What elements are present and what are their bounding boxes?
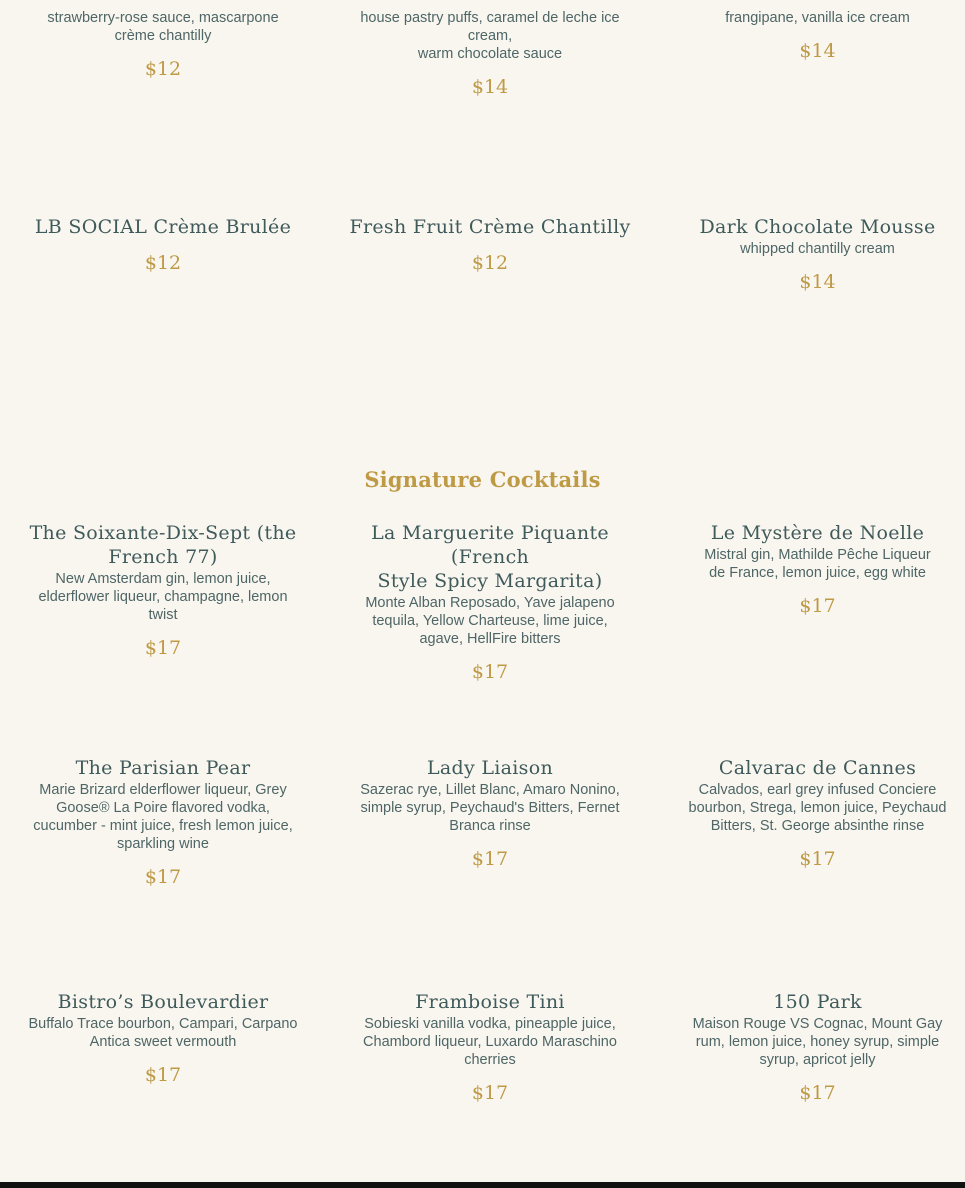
footer-bar xyxy=(0,1182,965,1188)
dessert-item xyxy=(670,8,965,63)
cocktail-item xyxy=(340,756,640,871)
cocktail-item xyxy=(18,990,308,1087)
dessert-price: $12 xyxy=(471,252,509,274)
cocktail-price: $17 xyxy=(471,848,509,870)
cocktail-price: $17 xyxy=(144,637,182,659)
section-title: Signature Cocktails xyxy=(364,467,601,492)
dessert-item xyxy=(340,215,640,275)
cocktail-description: New Amsterdam gin, lemon juice, elderflower liqueur, champagne, lemon twist xyxy=(38,571,288,623)
cocktail-item xyxy=(340,990,640,1105)
cocktail-description: Sazerac rye, Lillet Blanc, Amaro Nonino, simple syrup, Peychaud's Bitters, Fernet Branca rinse xyxy=(360,782,620,834)
cocktail-name: Bistro’s Boulevardier xyxy=(57,991,269,1013)
dessert-name: Fresh Fruit Crème Chantilly xyxy=(349,216,631,238)
cocktail-description: Sobieski vanilla vodka, pineapple juice, Chambord liqueur, Luxardo Maraschino cherries xyxy=(363,1016,617,1068)
dessert-name: LB SOCIAL Crème Brulée xyxy=(34,216,292,238)
cocktail-item xyxy=(18,756,308,889)
cocktail-name: La Marguerite Piquante (French Style Spicy Margarita) xyxy=(371,522,609,592)
cocktail-item xyxy=(670,521,965,618)
dessert-item xyxy=(340,8,640,99)
cocktail-description: Mistral gin, Mathilde Pêche Liqueur de France, lemon juice, egg white xyxy=(704,547,931,581)
dessert-description: whipped chantilly cream xyxy=(740,241,895,257)
dessert-item xyxy=(18,8,308,81)
dessert-description: house pastry puffs, caramel de leche ice cream, warm chocolate sauce xyxy=(360,10,620,62)
cocktail-description: Calvados, earl grey infused Conciere bourbon, Strega, lemon juice, Peychaud Bitters, St. George absinthe rinse xyxy=(688,782,947,834)
dessert-description: strawberry-rose sauce, mascarpone crème chantilly xyxy=(47,10,279,44)
cocktail-price: $17 xyxy=(471,1082,509,1104)
dessert-price: $14 xyxy=(799,40,836,62)
cocktail-description: Maison Rouge VS Cognac, Mount Gay rum, lemon juice, honey syrup, simple syrup, apricot jelly xyxy=(692,1016,943,1068)
cocktail-name: The Parisian Pear xyxy=(75,757,251,779)
cocktail-price: $17 xyxy=(144,1064,182,1086)
cocktail-item xyxy=(340,521,640,684)
cocktail-price: $17 xyxy=(471,661,509,683)
cocktail-name: Framboise Tini xyxy=(415,991,565,1013)
cocktail-description: Buffalo Trace bourbon, Campari, Carpano Antica sweet vermouth xyxy=(28,1016,298,1050)
cocktail-name: The Soixante-Dix-Sept (the French 77) xyxy=(29,522,297,568)
cocktail-price: $17 xyxy=(799,595,836,617)
cocktail-price: $17 xyxy=(799,848,836,870)
cocktail-item xyxy=(670,990,965,1105)
dessert-price: $12 xyxy=(144,252,182,274)
dessert-description: frangipane, vanilla ice cream xyxy=(725,10,910,26)
cocktail-price: $17 xyxy=(144,866,182,888)
cocktail-name: Calvarac de Cannes xyxy=(718,757,917,779)
dessert-price: $14 xyxy=(471,76,509,98)
dessert-name: Dark Chocolate Mousse xyxy=(699,216,936,238)
cocktail-name: Lady Liaison xyxy=(426,757,553,779)
dessert-price: $12 xyxy=(144,58,182,80)
cocktail-name: Le Mystère de Noelle xyxy=(710,522,925,544)
dessert-price: $14 xyxy=(799,271,836,293)
cocktail-item xyxy=(18,521,308,660)
cocktail-description: Marie Brizard elderflower liqueur, Grey Goose® La Poire flavored vodka, cucumber - mint juice, fresh lemon juice, sparkling wine xyxy=(33,782,293,852)
dessert-item xyxy=(18,215,308,275)
cocktail-description: Monte Alban Reposado, Yave jalapeno tequila, Yellow Charteuse, lime juice, agave, HellFire bitters xyxy=(365,595,615,647)
cocktail-price: $17 xyxy=(799,1082,836,1104)
cocktail-name: 150 Park xyxy=(773,991,862,1013)
cocktail-item xyxy=(670,756,965,871)
dessert-item xyxy=(670,215,965,294)
